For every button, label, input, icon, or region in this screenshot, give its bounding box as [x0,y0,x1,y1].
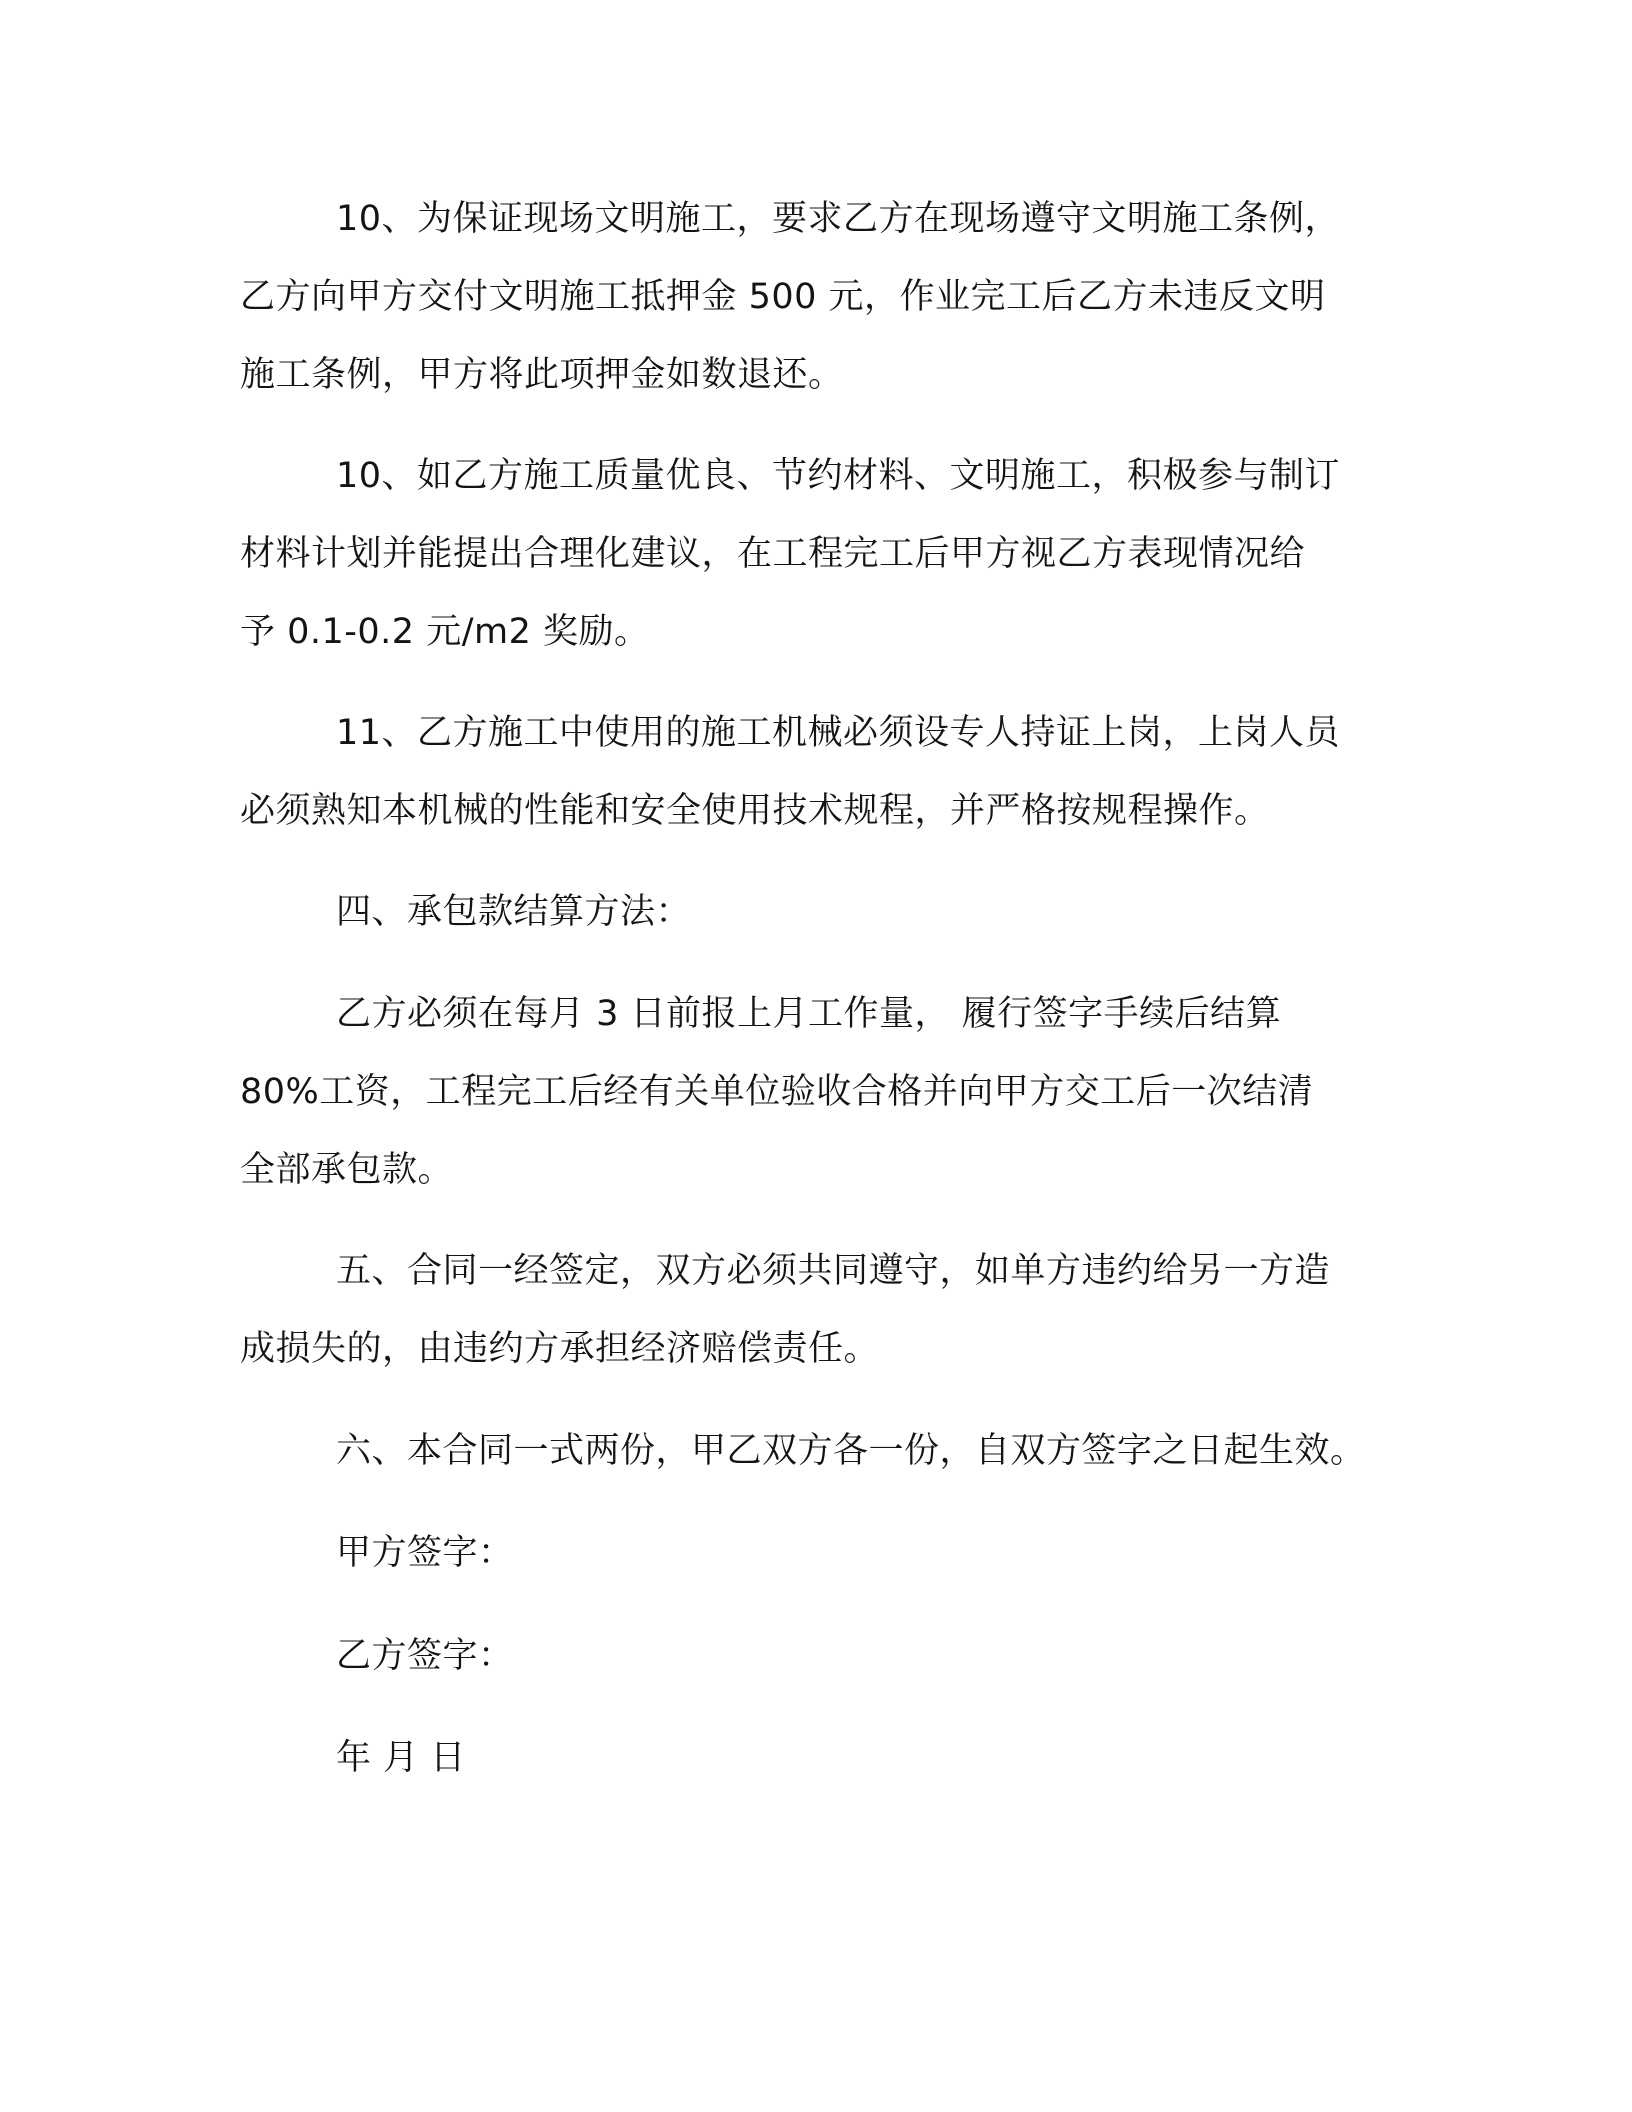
text-line: 材料计划并能提出合理化建议，在工程完工后甲方视乙方表现情况给 [240,534,1306,574]
section-4-body [240,975,1420,1209]
text-line: 全部承包款。 [240,1150,454,1190]
text-line: 乙方向甲方交付文明施工抵押金 500 元，作业完工后乙方未违反文明 [240,277,1326,317]
clause-11-machinery [240,694,1420,850]
text-line: 10、如乙方施工质量优良、节约材料、文明施工，积极参与制订 [336,456,1341,496]
section-6-clause: 六、本合同一式两份，甲乙双方各一份，自双方签字之日起生效。 [336,1431,1366,1471]
text-line: 施工条例，甲方将此项押金如数退还。 [240,355,844,395]
section-4-heading: 四、承包款结算方法： [336,892,692,932]
section-5-clause [240,1232,1420,1388]
text-line: 五、合同一经签定，双方必须共同遵守，如单方违约给另一方造 [336,1251,1331,1291]
party-b-signature-label: 乙方签字： [336,1636,514,1676]
text-line: 必须熟知本机械的性能和安全使用技术规程，并严格按规程操作。 [240,791,1270,831]
text-line: 80%工资，工程完工后经有关单位验收合格并向甲方交工后一次结清 [240,1072,1314,1112]
text-line: 乙方必须在每月 3 日前报上月工作量， 履行签字手续后结算 [336,994,1282,1034]
text-line: 成损失的，由违约方承担经济赔偿责任。 [240,1329,880,1369]
text-line: 11、乙方施工中使用的施工机械必须设专人持证上岗，上岗人员 [336,713,1341,753]
text-line: 予 0.1-0.2 元/m2 奖励。 [240,612,650,652]
clause-10-quality-reward [240,437,1420,671]
party-a-signature-label: 甲方签字： [336,1533,514,1573]
clause-10-civilized-construction [240,180,1420,414]
text-line: 10、为保证现场文明施工，要求乙方在现场遵守文明施工条例， [336,199,1341,239]
date-line: 年 月 日 [336,1738,466,1778]
